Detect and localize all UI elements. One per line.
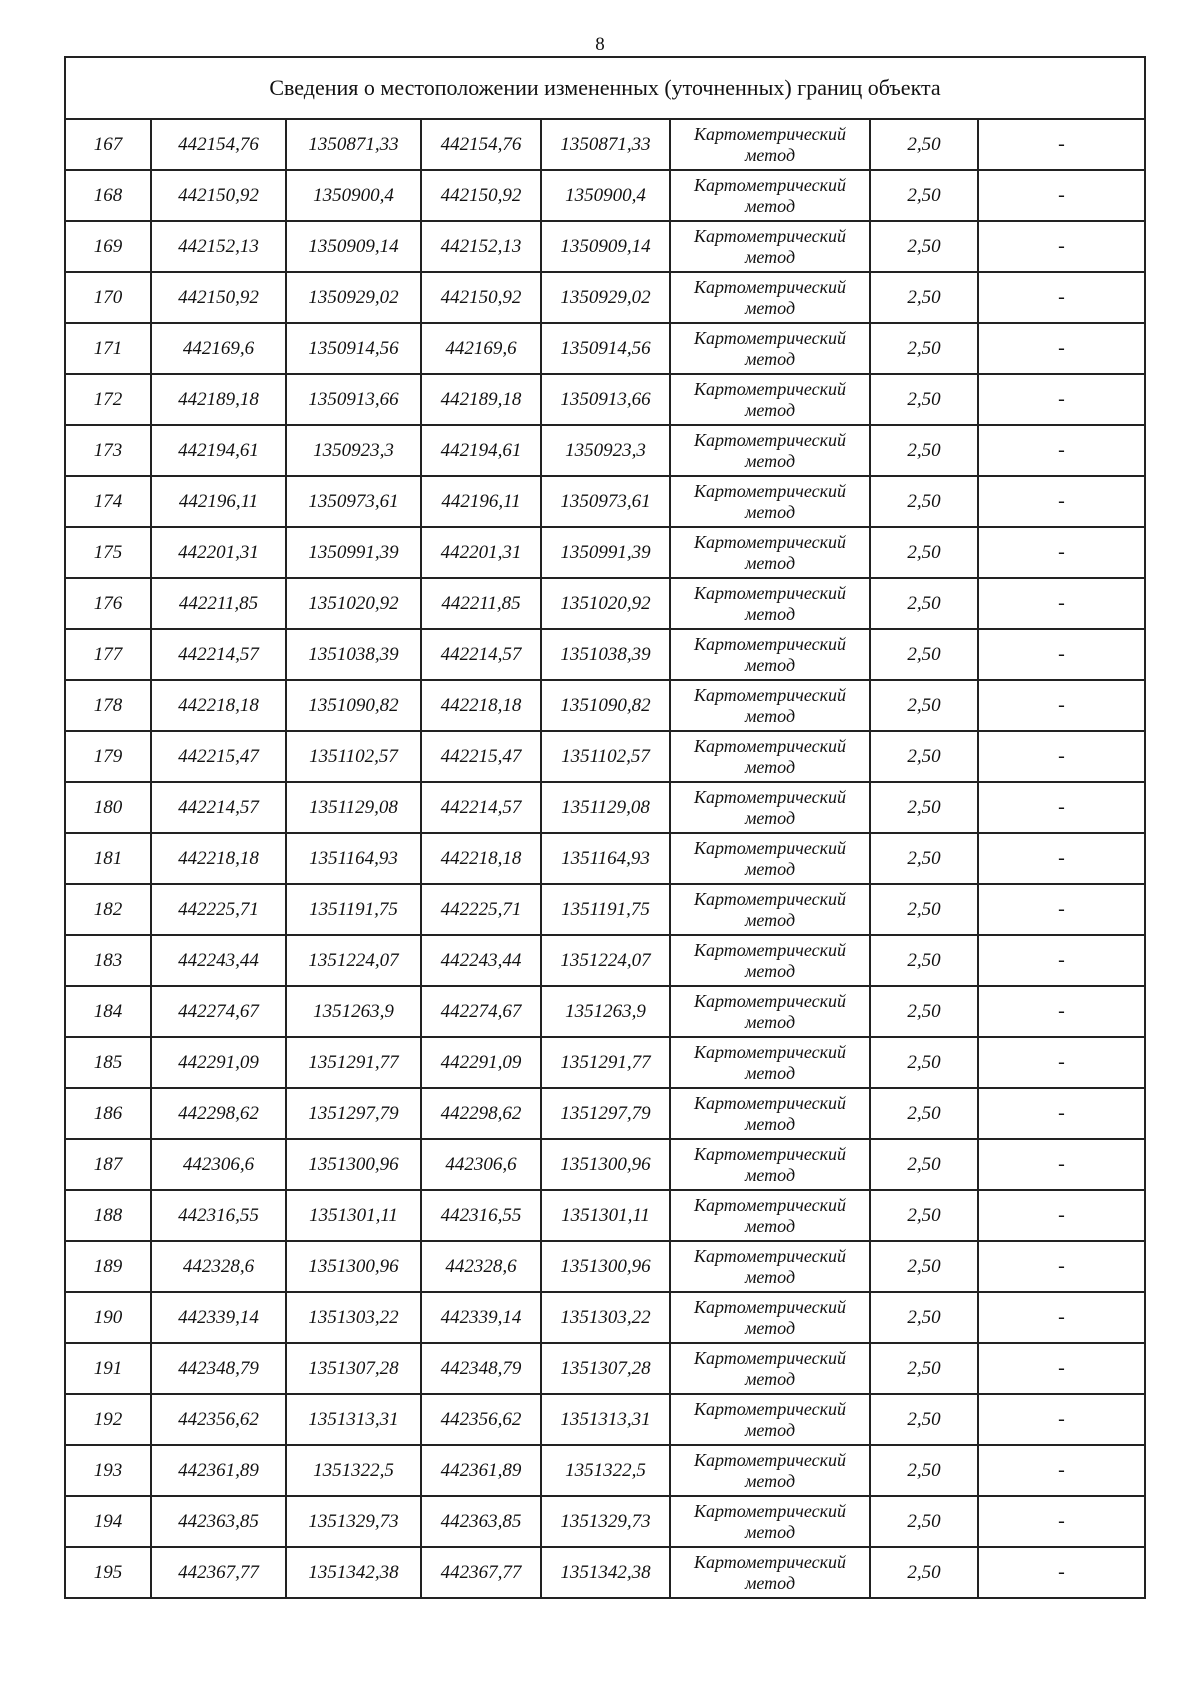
- point-number-cell: 187: [65, 1139, 151, 1190]
- table-row: [65, 935, 1145, 986]
- refined-y-cell: 1351303,22: [541, 1292, 670, 1343]
- accuracy-cell: 2,50: [870, 1088, 978, 1139]
- existing-x-cell: 442214,57: [151, 782, 286, 833]
- refined-y-cell: 1350913,66: [541, 374, 670, 425]
- method-cell: Картометрический метод: [670, 578, 870, 629]
- accuracy-cell: 2,50: [870, 1343, 978, 1394]
- refined-x-cell: 442196,11: [421, 476, 541, 527]
- page-number: 8: [595, 34, 605, 55]
- point-number-cell: 193: [65, 1445, 151, 1496]
- refined-y-cell: 1350991,39: [541, 527, 670, 578]
- existing-y-cell: 1351102,57: [286, 731, 421, 782]
- method-cell: Картометрический метод: [670, 884, 870, 935]
- method-cell: Картометрический метод: [670, 986, 870, 1037]
- refined-y-cell: 1350973,61: [541, 476, 670, 527]
- accuracy-cell: 2,50: [870, 1547, 978, 1598]
- accuracy-cell: 2,50: [870, 1037, 978, 1088]
- refined-x-cell: 442274,67: [421, 986, 541, 1037]
- refined-x-cell: 442306,6: [421, 1139, 541, 1190]
- existing-x-cell: 442218,18: [151, 680, 286, 731]
- method-cell: Картометрический метод: [670, 221, 870, 272]
- point-number-cell: 195: [65, 1547, 151, 1598]
- note-cell: -: [978, 833, 1145, 884]
- refined-x-cell: 442211,85: [421, 578, 541, 629]
- accuracy-cell: 2,50: [870, 323, 978, 374]
- refined-x-cell: 442291,09: [421, 1037, 541, 1088]
- table-row: [65, 1190, 1145, 1241]
- accuracy-cell: 2,50: [870, 935, 978, 986]
- method-cell: Картометрический метод: [670, 1241, 870, 1292]
- point-number-cell: 175: [65, 527, 151, 578]
- table-row: [65, 1292, 1145, 1343]
- note-cell: -: [978, 986, 1145, 1037]
- note-cell: -: [978, 272, 1145, 323]
- existing-x-cell: 442189,18: [151, 374, 286, 425]
- table-row: [65, 323, 1145, 374]
- note-cell: -: [978, 1037, 1145, 1088]
- refined-y-cell: 1351291,77: [541, 1037, 670, 1088]
- table-row: [65, 119, 1145, 170]
- accuracy-cell: 2,50: [870, 527, 978, 578]
- note-cell: -: [978, 629, 1145, 680]
- existing-x-cell: 442356,62: [151, 1394, 286, 1445]
- existing-y-cell: 1351329,73: [286, 1496, 421, 1547]
- method-cell: Картометрический метод: [670, 680, 870, 731]
- accuracy-cell: 2,50: [870, 1394, 978, 1445]
- point-number-cell: 177: [65, 629, 151, 680]
- refined-x-cell: 442169,6: [421, 323, 541, 374]
- refined-y-cell: 1351301,11: [541, 1190, 670, 1241]
- existing-y-cell: 1351090,82: [286, 680, 421, 731]
- existing-y-cell: 1351307,28: [286, 1343, 421, 1394]
- accuracy-cell: 2,50: [870, 782, 978, 833]
- refined-x-cell: 442214,57: [421, 629, 541, 680]
- method-cell: Картометрический метод: [670, 1394, 870, 1445]
- table-row: [65, 680, 1145, 731]
- refined-y-cell: 1350909,14: [541, 221, 670, 272]
- existing-x-cell: 442274,67: [151, 986, 286, 1037]
- existing-y-cell: 1351129,08: [286, 782, 421, 833]
- table-row: [65, 272, 1145, 323]
- refined-x-cell: 442218,18: [421, 833, 541, 884]
- refined-y-cell: 1351322,5: [541, 1445, 670, 1496]
- existing-x-cell: 442214,57: [151, 629, 286, 680]
- point-number-cell: 178: [65, 680, 151, 731]
- refined-x-cell: 442243,44: [421, 935, 541, 986]
- note-cell: -: [978, 1139, 1145, 1190]
- note-cell: -: [978, 1547, 1145, 1598]
- boundary-coordinates-table: [64, 56, 1146, 1599]
- table-row: [65, 221, 1145, 272]
- refined-x-cell: 442194,61: [421, 425, 541, 476]
- note-cell: -: [978, 476, 1145, 527]
- refined-y-cell: 1350914,56: [541, 323, 670, 374]
- existing-y-cell: 1351038,39: [286, 629, 421, 680]
- refined-y-cell: 1351038,39: [541, 629, 670, 680]
- refined-y-cell: 1351329,73: [541, 1496, 670, 1547]
- existing-x-cell: 442339,14: [151, 1292, 286, 1343]
- accuracy-cell: 2,50: [870, 884, 978, 935]
- refined-y-cell: 1351102,57: [541, 731, 670, 782]
- table-row: [65, 782, 1145, 833]
- table-row: [65, 1139, 1145, 1190]
- table-row: [65, 527, 1145, 578]
- refined-x-cell: 442201,31: [421, 527, 541, 578]
- existing-x-cell: 442291,09: [151, 1037, 286, 1088]
- refined-x-cell: 442189,18: [421, 374, 541, 425]
- existing-x-cell: 442196,11: [151, 476, 286, 527]
- refined-x-cell: 442218,18: [421, 680, 541, 731]
- table-title-row: [65, 57, 1145, 119]
- existing-x-cell: 442218,18: [151, 833, 286, 884]
- table-row: [65, 374, 1145, 425]
- refined-y-cell: 1351164,93: [541, 833, 670, 884]
- table-row: [65, 629, 1145, 680]
- table-row: [65, 476, 1145, 527]
- note-cell: -: [978, 221, 1145, 272]
- point-number-cell: 176: [65, 578, 151, 629]
- refined-y-cell: 1351300,96: [541, 1241, 670, 1292]
- existing-x-cell: 442169,6: [151, 323, 286, 374]
- table-row: [65, 731, 1145, 782]
- existing-y-cell: 1350973,61: [286, 476, 421, 527]
- accuracy-cell: 2,50: [870, 629, 978, 680]
- existing-y-cell: 1351297,79: [286, 1088, 421, 1139]
- note-cell: -: [978, 1394, 1145, 1445]
- existing-x-cell: 442328,6: [151, 1241, 286, 1292]
- note-cell: -: [978, 1088, 1145, 1139]
- table-row: [65, 578, 1145, 629]
- existing-x-cell: 442201,31: [151, 527, 286, 578]
- point-number-cell: 169: [65, 221, 151, 272]
- existing-x-cell: 442367,77: [151, 1547, 286, 1598]
- table-row: [65, 1547, 1145, 1598]
- method-cell: Картометрический метод: [670, 374, 870, 425]
- table-row: [65, 884, 1145, 935]
- accuracy-cell: 2,50: [870, 1445, 978, 1496]
- note-cell: -: [978, 374, 1145, 425]
- refined-y-cell: 1351020,92: [541, 578, 670, 629]
- existing-y-cell: 1351224,07: [286, 935, 421, 986]
- point-number-cell: 180: [65, 782, 151, 833]
- point-number-cell: 190: [65, 1292, 151, 1343]
- point-number-cell: 185: [65, 1037, 151, 1088]
- note-cell: -: [978, 731, 1145, 782]
- table-row: [65, 1088, 1145, 1139]
- method-cell: Картометрический метод: [670, 731, 870, 782]
- existing-y-cell: 1351020,92: [286, 578, 421, 629]
- existing-y-cell: 1350913,66: [286, 374, 421, 425]
- refined-y-cell: 1350929,02: [541, 272, 670, 323]
- existing-y-cell: 1351342,38: [286, 1547, 421, 1598]
- note-cell: -: [978, 1343, 1145, 1394]
- note-cell: -: [978, 1241, 1145, 1292]
- method-cell: Картометрический метод: [670, 476, 870, 527]
- table-title: Сведения о местоположении измененных (уточненных) границ объекта: [65, 57, 1145, 119]
- note-cell: -: [978, 1496, 1145, 1547]
- point-number-cell: 194: [65, 1496, 151, 1547]
- existing-y-cell: 1351322,5: [286, 1445, 421, 1496]
- accuracy-cell: 2,50: [870, 986, 978, 1037]
- note-cell: -: [978, 1445, 1145, 1496]
- existing-y-cell: 1351303,22: [286, 1292, 421, 1343]
- method-cell: Картометрический метод: [670, 1088, 870, 1139]
- method-cell: Картометрический метод: [670, 272, 870, 323]
- method-cell: Картометрический метод: [670, 1292, 870, 1343]
- existing-x-cell: 442298,62: [151, 1088, 286, 1139]
- note-cell: -: [978, 1292, 1145, 1343]
- existing-y-cell: 1351191,75: [286, 884, 421, 935]
- table-row: [65, 1394, 1145, 1445]
- point-number-cell: 170: [65, 272, 151, 323]
- method-cell: Картометрический метод: [670, 833, 870, 884]
- existing-x-cell: 442348,79: [151, 1343, 286, 1394]
- refined-x-cell: 442356,62: [421, 1394, 541, 1445]
- refined-y-cell: 1351297,79: [541, 1088, 670, 1139]
- refined-y-cell: 1351307,28: [541, 1343, 670, 1394]
- method-cell: Картометрический метод: [670, 782, 870, 833]
- accuracy-cell: 2,50: [870, 833, 978, 884]
- accuracy-cell: 2,50: [870, 1241, 978, 1292]
- refined-y-cell: 1351129,08: [541, 782, 670, 833]
- existing-x-cell: 442225,71: [151, 884, 286, 935]
- refined-y-cell: 1351300,96: [541, 1139, 670, 1190]
- point-number-cell: 192: [65, 1394, 151, 1445]
- note-cell: -: [978, 527, 1145, 578]
- refined-y-cell: 1351191,75: [541, 884, 670, 935]
- method-cell: Картометрический метод: [670, 527, 870, 578]
- note-cell: -: [978, 323, 1145, 374]
- method-cell: Картометрический метод: [670, 1496, 870, 1547]
- existing-y-cell: 1350871,33: [286, 119, 421, 170]
- refined-y-cell: 1351263,9: [541, 986, 670, 1037]
- accuracy-cell: 2,50: [870, 476, 978, 527]
- point-number-cell: 179: [65, 731, 151, 782]
- existing-y-cell: 1350914,56: [286, 323, 421, 374]
- refined-y-cell: 1351224,07: [541, 935, 670, 986]
- note-cell: -: [978, 425, 1145, 476]
- existing-y-cell: 1351263,9: [286, 986, 421, 1037]
- point-number-cell: 183: [65, 935, 151, 986]
- existing-x-cell: 442150,92: [151, 272, 286, 323]
- method-cell: Картометрический метод: [670, 1037, 870, 1088]
- existing-x-cell: 442363,85: [151, 1496, 286, 1547]
- refined-x-cell: 442363,85: [421, 1496, 541, 1547]
- existing-y-cell: 1351300,96: [286, 1139, 421, 1190]
- point-number-cell: 171: [65, 323, 151, 374]
- table-row: [65, 1496, 1145, 1547]
- table-row: [65, 1445, 1145, 1496]
- refined-x-cell: 442150,92: [421, 170, 541, 221]
- note-cell: -: [978, 170, 1145, 221]
- table-row: [65, 1343, 1145, 1394]
- accuracy-cell: 2,50: [870, 1139, 978, 1190]
- refined-x-cell: 442150,92: [421, 272, 541, 323]
- existing-y-cell: 1351300,96: [286, 1241, 421, 1292]
- existing-y-cell: 1351291,77: [286, 1037, 421, 1088]
- point-number-cell: 182: [65, 884, 151, 935]
- accuracy-cell: 2,50: [870, 578, 978, 629]
- point-number-cell: 191: [65, 1343, 151, 1394]
- existing-x-cell: 442215,47: [151, 731, 286, 782]
- method-cell: Картометрический метод: [670, 1343, 870, 1394]
- existing-y-cell: 1351164,93: [286, 833, 421, 884]
- accuracy-cell: 2,50: [870, 425, 978, 476]
- existing-x-cell: 442361,89: [151, 1445, 286, 1496]
- point-number-cell: 173: [65, 425, 151, 476]
- method-cell: Картометрический метод: [670, 935, 870, 986]
- refined-x-cell: 442298,62: [421, 1088, 541, 1139]
- table-row: [65, 986, 1145, 1037]
- accuracy-cell: 2,50: [870, 731, 978, 782]
- refined-x-cell: 442154,76: [421, 119, 541, 170]
- point-number-cell: 186: [65, 1088, 151, 1139]
- point-number-cell: 167: [65, 119, 151, 170]
- table-row: [65, 170, 1145, 221]
- point-number-cell: 184: [65, 986, 151, 1037]
- method-cell: Картометрический метод: [670, 1445, 870, 1496]
- accuracy-cell: 2,50: [870, 680, 978, 731]
- refined-x-cell: 442215,47: [421, 731, 541, 782]
- existing-x-cell: 442243,44: [151, 935, 286, 986]
- accuracy-cell: 2,50: [870, 170, 978, 221]
- accuracy-cell: 2,50: [870, 1190, 978, 1241]
- existing-x-cell: 442316,55: [151, 1190, 286, 1241]
- existing-x-cell: 442194,61: [151, 425, 286, 476]
- existing-x-cell: 442152,13: [151, 221, 286, 272]
- refined-x-cell: 442367,77: [421, 1547, 541, 1598]
- existing-x-cell: 442211,85: [151, 578, 286, 629]
- refined-y-cell: 1351313,31: [541, 1394, 670, 1445]
- method-cell: Картометрический метод: [670, 629, 870, 680]
- refined-x-cell: 442348,79: [421, 1343, 541, 1394]
- note-cell: -: [978, 935, 1145, 986]
- existing-y-cell: 1351313,31: [286, 1394, 421, 1445]
- note-cell: -: [978, 680, 1145, 731]
- table-body: [65, 57, 1145, 1598]
- existing-y-cell: 1350929,02: [286, 272, 421, 323]
- refined-x-cell: 442152,13: [421, 221, 541, 272]
- table-row: [65, 1241, 1145, 1292]
- existing-x-cell: 442150,92: [151, 170, 286, 221]
- refined-y-cell: 1351342,38: [541, 1547, 670, 1598]
- accuracy-cell: 2,50: [870, 374, 978, 425]
- note-cell: -: [978, 884, 1145, 935]
- accuracy-cell: 2,50: [870, 272, 978, 323]
- refined-x-cell: 442214,57: [421, 782, 541, 833]
- point-number-cell: 172: [65, 374, 151, 425]
- note-cell: -: [978, 119, 1145, 170]
- accuracy-cell: 2,50: [870, 1496, 978, 1547]
- method-cell: Картометрический метод: [670, 119, 870, 170]
- method-cell: Картометрический метод: [670, 1139, 870, 1190]
- refined-x-cell: 442361,89: [421, 1445, 541, 1496]
- accuracy-cell: 2,50: [870, 119, 978, 170]
- method-cell: Картометрический метод: [670, 425, 870, 476]
- existing-y-cell: 1350923,3: [286, 425, 421, 476]
- existing-y-cell: 1350909,14: [286, 221, 421, 272]
- refined-x-cell: 442339,14: [421, 1292, 541, 1343]
- point-number-cell: 188: [65, 1190, 151, 1241]
- refined-y-cell: 1350923,3: [541, 425, 670, 476]
- method-cell: Картометрический метод: [670, 323, 870, 374]
- note-cell: -: [978, 1190, 1145, 1241]
- existing-y-cell: 1350991,39: [286, 527, 421, 578]
- existing-x-cell: 442154,76: [151, 119, 286, 170]
- existing-x-cell: 442306,6: [151, 1139, 286, 1190]
- method-cell: Картометрический метод: [670, 1547, 870, 1598]
- table-row: [65, 1037, 1145, 1088]
- method-cell: Картометрический метод: [670, 1190, 870, 1241]
- refined-y-cell: 1350900,4: [541, 170, 670, 221]
- point-number-cell: 189: [65, 1241, 151, 1292]
- accuracy-cell: 2,50: [870, 221, 978, 272]
- accuracy-cell: 2,50: [870, 1292, 978, 1343]
- note-cell: -: [978, 782, 1145, 833]
- note-cell: -: [978, 578, 1145, 629]
- refined-y-cell: 1351090,82: [541, 680, 670, 731]
- refined-x-cell: 442225,71: [421, 884, 541, 935]
- method-cell: Картометрический метод: [670, 170, 870, 221]
- table-row: [65, 833, 1145, 884]
- existing-y-cell: 1351301,11: [286, 1190, 421, 1241]
- existing-y-cell: 1350900,4: [286, 170, 421, 221]
- point-number-cell: 174: [65, 476, 151, 527]
- point-number-cell: 168: [65, 170, 151, 221]
- table-row: [65, 425, 1145, 476]
- point-number-cell: 181: [65, 833, 151, 884]
- refined-x-cell: 442328,6: [421, 1241, 541, 1292]
- refined-y-cell: 1350871,33: [541, 119, 670, 170]
- refined-x-cell: 442316,55: [421, 1190, 541, 1241]
